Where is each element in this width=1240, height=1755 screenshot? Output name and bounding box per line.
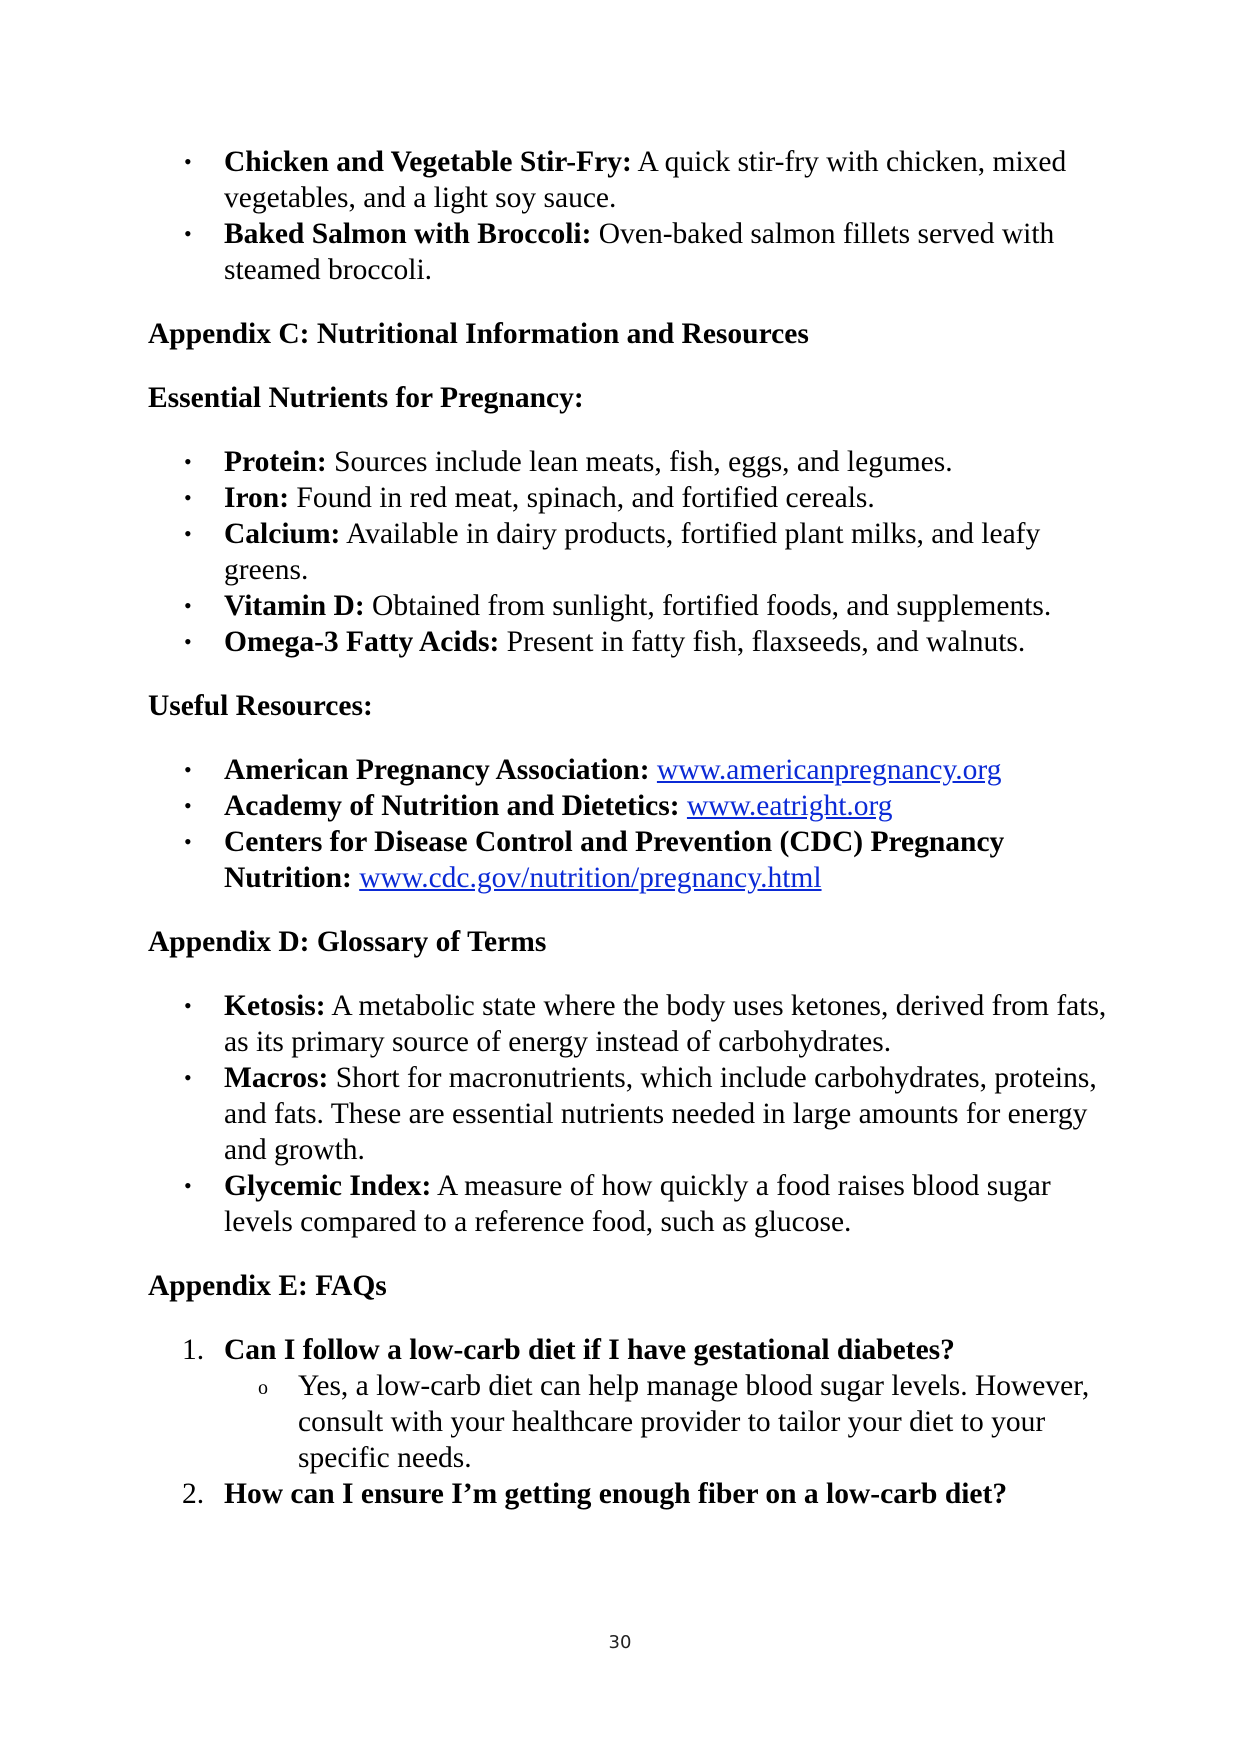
list-item [148,516,1108,588]
bullet-icon: • [184,793,192,818]
bullet-icon: • [184,521,192,546]
bullet-icon: • [184,993,192,1018]
faq-answer: Yes, a low-carb diet can help manage blood sugar levels. However, consult with your healthcare provider to tailor your diet to your specific needs. [298,1370,1090,1474]
resource-link[interactable]: www.eatright.org [686,790,893,822]
glossary-term: Ketosis: [224,990,326,1022]
list-item [148,988,1108,1060]
faq-list [148,1332,1108,1512]
nutrient-term: Protein: [224,446,327,478]
sub-bullet-icon: o [258,1377,268,1399]
page-number: 30 [608,1632,632,1653]
bullet-icon: • [184,449,192,474]
bullet-icon: • [184,1065,192,1090]
recipe-term: Chicken and Vegetable Stir-Fry: [224,146,632,178]
glossary-list [148,988,1108,1240]
resources-heading: Useful Resources: [148,690,373,722]
nutrient-term: Vitamin D: [224,590,365,622]
appendix-c-title: Appendix C: Nutritional Information and Resources [148,318,809,350]
faq-number: 2. [182,1478,205,1510]
nutrient-text: Found in red meat, spinach, and fortified cereals. [289,482,875,514]
list-item [148,588,1108,624]
list-item [148,624,1108,660]
faq-question: How can I ensure I’m getting enough fiber on a low-carb diet? [224,1478,1008,1510]
nutrients-heading: Essential Nutrients for Pregnancy: [148,382,584,414]
list-item [148,1168,1108,1240]
bullet-icon: • [184,629,192,654]
bullet-icon: • [184,149,192,174]
bullet-icon: • [184,593,192,618]
nutrients-list [148,444,1108,660]
recipe-text: Oven-baked salmon fillets served with steamed broccoli. [224,218,1055,286]
faq-number: 1. [182,1334,205,1366]
list-item [148,144,1108,216]
list-item [148,1060,1108,1168]
faq-item [148,1476,1108,1512]
list-item [148,216,1108,288]
resource-term: Academy of Nutrition and Dietetics: [224,790,680,822]
nutrient-text: Sources include lean meats, fish, eggs, and legumes. [326,446,953,478]
list-item [148,752,1108,788]
recipe-list [148,144,1108,288]
resource-term: American Pregnancy Association: [224,754,650,786]
resource-link[interactable]: www.americanpregnancy.org [656,754,1002,786]
resource-term: Centers for Disease Control and Prevention (CDC) Pregnancy Nutrition: [224,826,1005,894]
list-item [148,788,1108,824]
appendix-d-title: Appendix D: Glossary of Terms [148,926,547,958]
glossary-term: Macros: [224,1062,329,1094]
recipe-text: A quick stir-fry with chicken, mixed vegetables, and a light soy sauce. [224,146,1067,214]
nutrient-text: Available in dairy products, fortified plant milks, and leafy greens. [224,518,1041,586]
faq-answer-item [148,1368,1108,1476]
bullet-icon: • [184,757,192,782]
bullet-icon: • [184,221,192,246]
page-content [148,144,1108,1512]
nutrient-text: Present in fatty fish, flaxseeds, and walnuts. [499,626,1026,658]
nutrient-term: Omega-3 Fatty Acids: [224,626,500,658]
glossary-definition: Short for macronutrients, which include carbohydrates, proteins, and fats. These are essential nutrients needed in large amounts for energy and growth. [224,1062,1097,1166]
resources-list [148,752,1108,896]
nutrient-term: Calcium: [224,518,341,550]
nutrient-text: Obtained from sunlight, fortified foods, and supplements. [364,590,1052,622]
list-item [148,444,1108,480]
bullet-icon: • [184,485,192,510]
glossary-term: Glycemic Index: [224,1170,432,1202]
faq-item [148,1332,1108,1368]
bullet-icon: • [184,1173,192,1198]
faq-question: Can I follow a low-carb diet if I have gestational diabetes? [224,1334,955,1366]
nutrient-term: Iron: [224,482,290,514]
glossary-definition: A measure of how quickly a food raises blood sugar levels compared to a reference food, such as glucose. [224,1170,1051,1238]
glossary-definition: A metabolic state where the body uses ketones, derived from fats, as its primary source of energy instead of carbohydrates. [224,990,1107,1058]
appendix-e-title: Appendix E: FAQs [148,1270,387,1302]
bullet-icon: • [184,829,192,854]
list-item [148,824,1108,896]
recipe-term: Baked Salmon with Broccoli: [224,218,592,250]
list-item [148,480,1108,516]
resource-link[interactable]: www.cdc.gov/nutrition/pregnancy.html [359,862,822,894]
